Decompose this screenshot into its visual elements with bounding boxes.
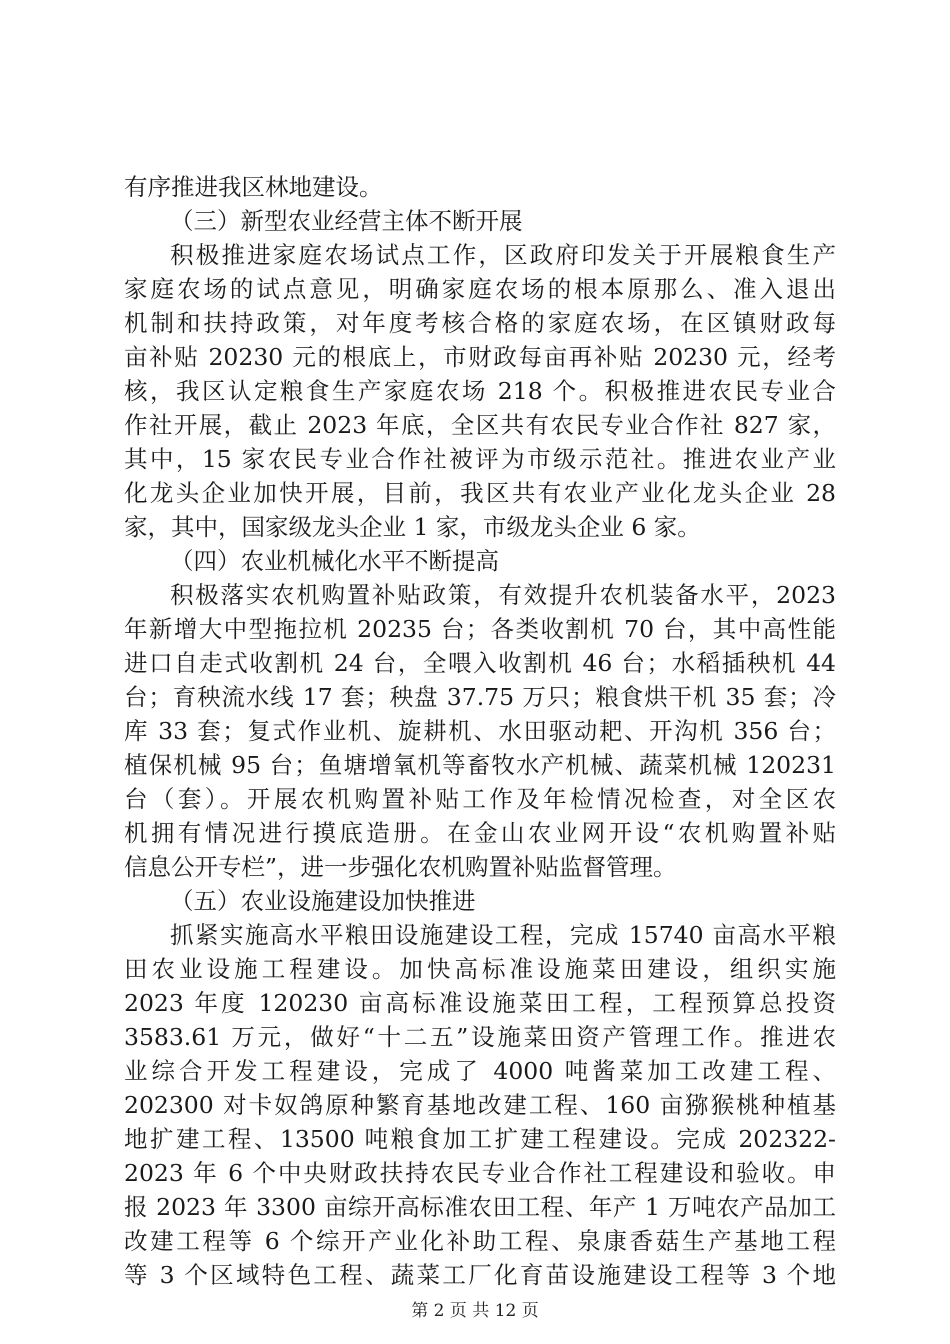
body-line: 改建工程等 6 个综开产业化补助工程、泉康香菇生产基地工程 xyxy=(124,1227,836,1255)
body-line: 进口自走式收割机 24 台，全喂入收割机 46 台；水稻插秧机 44 xyxy=(124,649,836,677)
body-line: 台；育秧流水线 17 套；秧盘 37.75 万只；粮食烘干机 35 套；冷 xyxy=(124,683,836,711)
body-line: 其中，15 家农民专业合作社被评为市级示范社。推进农业产业 xyxy=(124,445,836,473)
body-line: 机制和扶持政策，对年度考核合格的家庭农场，在区镇财政每 xyxy=(124,309,836,337)
body-line: 信息公开专栏”，进一步强化农机购置补贴监督管理。 xyxy=(124,853,677,881)
section-heading-5: （五）农业设施建设加快推进 xyxy=(170,887,476,915)
paragraph-first-line: 积极推进家庭农场试点工作，区政府印发关于开展粮食生产 xyxy=(170,241,836,269)
body-line: 台（套）。开展农机购置补贴工作及年检情况检查，对全区农 xyxy=(124,785,836,813)
body-line: 有序推进我区林地建设。 xyxy=(124,173,383,201)
body-line: 等 3 个区域特色工程、蔬菜工厂化育苗设施建设工程等 3 个地 xyxy=(124,1261,836,1289)
body-line: 202300 对卡奴鸽原种繁育基地改建工程、160 亩猕猴桃种植基 xyxy=(124,1091,836,1119)
page-number-footer: 第 2 页 共 12 页 xyxy=(411,1301,539,1321)
body-line: 3583.61 万元，做好“十二五”设施菜田资产管理工作。推进农 xyxy=(124,1023,836,1051)
body-line: 地扩建工程、13500 吨粮食加工扩建工程建设。完成 202322- xyxy=(124,1125,836,1153)
body-line: 核，我区认定粮食生产家庭农场 218 个。积极推进农民专业合 xyxy=(124,377,836,405)
body-line: 植保机械 95 台；鱼塘增氧机等畜牧水产机械、蔬菜机械 120231 xyxy=(124,751,836,779)
body-line: 2023 年 6 个中央财政扶持农民专业合作社工程建设和验收。申 xyxy=(124,1159,836,1187)
body-line: 机拥有情况进行摸底造册。在金山农业网开设“农机购置补贴 xyxy=(124,819,836,847)
section-heading-3: （三）新型农业经营主体不断开展 xyxy=(170,207,523,235)
body-line: 2023 年度 120230 亩高标准设施菜田工程，工程预算总投资 xyxy=(124,989,836,1017)
body-line: 亩补贴 20230 元的根底上，市财政每亩再补贴 20230 元，经考 xyxy=(124,343,836,371)
body-line: 化龙头企业加快开展，目前，我区共有农业产业化龙头企业 28 xyxy=(124,479,836,507)
body-line: 年新增大中型拖拉机 20235 台；各类收割机 70 台，其中高性能 xyxy=(124,615,836,643)
paragraph-first-line: 抓紧实施高水平粮田设施建设工程，完成 15740 亩高水平粮 xyxy=(170,921,836,949)
body-line: 作社开展，截止 2023 年底，全区共有农民专业合作社 827 家， xyxy=(124,411,836,439)
body-line: 报 2023 年 3300 亩综开高标准农田工程、年产 1 万吨农产品加工 xyxy=(124,1193,836,1221)
body-line: 家，其中，国家级龙头企业 1 家，市级龙头企业 6 家。 xyxy=(124,513,701,541)
body-line: 田农业设施工程建设。加快高标准设施菜田建设，组织实施 xyxy=(124,955,836,983)
body-line: 业综合开发工程建设，完成了 4000 吨酱菜加工改建工程、 xyxy=(124,1057,836,1085)
paragraph-first-line: 积极落实农机购置补贴政策，有效提升农机装备水平，2023 xyxy=(170,581,836,609)
section-heading-4: （四）农业机械化水平不断提高 xyxy=(170,547,499,575)
body-line: 家庭农场的试点意见，明确家庭农场的根本原那么、准入退出 xyxy=(124,275,836,303)
body-line: 库 33 套；复式作业机、旋耕机、水田驱动耙、开沟机 356 台； xyxy=(124,717,836,745)
